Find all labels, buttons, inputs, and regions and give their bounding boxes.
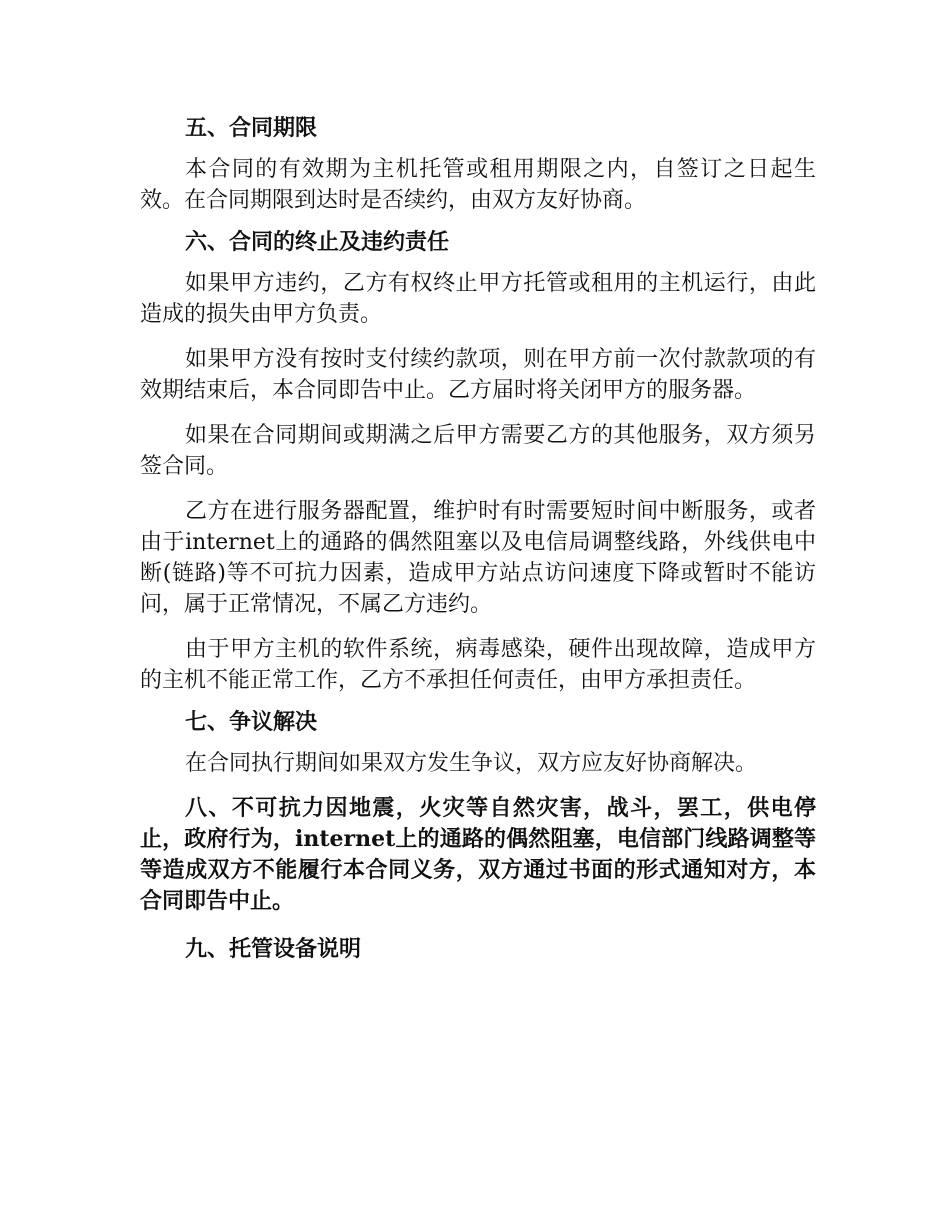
paragraph-host-failure: 由于甲方主机的软件系统，病毒感染，硬件出现故障，造成甲方的主机不能正常工作，乙方不承担任何责任，由甲方承担责任。 xyxy=(140,637,816,693)
paragraph-dispute-resolution: 在合同执行期间如果双方发生争议，双方应友好协商解决。 xyxy=(185,751,758,776)
paragraph-force-majeure: 八、不可抗力因地震，火灾等自然灾害，战斗，罢工，供电停止，政府行为，internet上的通路的偶然阻塞，电信部门线路调整等等造成双方不能履行本合同义务，双方通过书面的形式通知对方，本合同即告中止。 xyxy=(140,795,816,914)
paragraph-renewal-payment: 如果甲方没有按时支付续约款项，则在甲方前一次付款款项的有效期结束后，本合同即告中止。乙方届时将关闭甲方的服务器。 xyxy=(140,347,816,403)
document-page xyxy=(140,106,816,971)
section-heading-dispute: 七、争议解决 xyxy=(185,709,318,735)
paragraph-service-interruption: 乙方在进行服务器配置，维护时有时需要短时间中断服务，或者由于internet上的通路的偶然阻塞以及电信局调整线路，外线供电中断(链路)等不可抗力因素，造成甲方站点访问速度下降或暂时不能访问，属于正常情况，不属乙方违约。 xyxy=(140,499,816,617)
paragraph-other-services: 如果在合同期间或期满之后甲方需要乙方的其他服务，双方须另签合同。 xyxy=(140,423,816,479)
paragraph-term-validity: 本合同的有效期为主机托管或租用期限之内，自签订之日起生效。在合同期限到达时是否续约，由双方友好协商。 xyxy=(140,157,816,213)
section-heading-term: 五、合同期限 xyxy=(185,115,318,141)
section-heading-termination: 六、合同的终止及违约责任 xyxy=(185,229,450,255)
section-heading-equipment: 九、托管设备说明 xyxy=(185,936,362,962)
paragraph-party-a-breach: 如果甲方违约，乙方有权终止甲方托管或租用的主机运行，由此造成的损失由甲方负责。 xyxy=(140,271,816,327)
